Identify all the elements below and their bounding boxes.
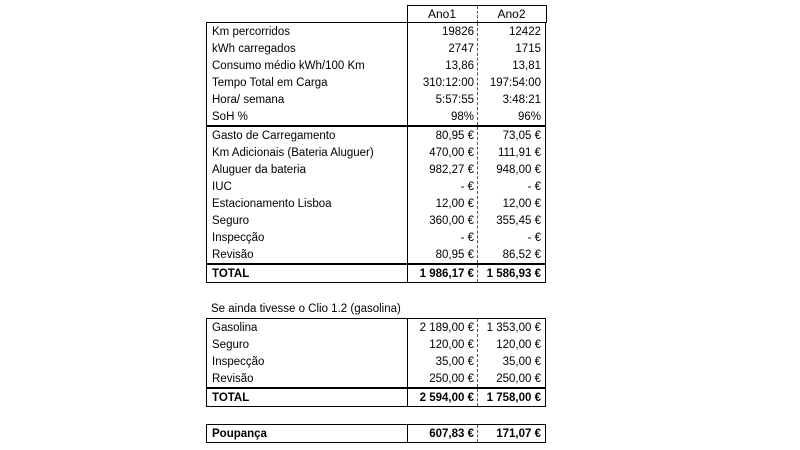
clio-table bbox=[206, 318, 546, 388]
row-value-ano2: - € bbox=[527, 180, 541, 193]
row-value-ano2: 13,81 bbox=[512, 59, 541, 72]
header-ano2: Ano2 bbox=[497, 7, 526, 21]
row-label: SoH % bbox=[212, 110, 248, 123]
savings-row bbox=[206, 424, 546, 443]
total-ev-row bbox=[206, 264, 546, 283]
column-headers bbox=[407, 5, 546, 23]
savings-ano1: 607,83 € bbox=[429, 427, 474, 440]
row-label: Km Adicionais (Bateria Aluguer) bbox=[212, 146, 374, 159]
total-clio bbox=[207, 389, 545, 406]
row-value-ano2: 1 353,00 € bbox=[486, 321, 541, 334]
total-ev-ano1: 1 986,17 € bbox=[419, 267, 474, 280]
row-value-ano1: 80,95 € bbox=[435, 129, 474, 142]
row-label: Seguro bbox=[212, 214, 250, 227]
row-label: Km percorridos bbox=[212, 25, 290, 38]
row-value-ano2: 73,05 € bbox=[502, 129, 541, 142]
total-clio-label: TOTAL bbox=[212, 391, 250, 404]
row-label: Inspecção bbox=[212, 231, 265, 244]
row-label: Tempo Total em Carga bbox=[212, 76, 328, 89]
table-row bbox=[207, 229, 545, 246]
row-label: Consumo médio kWh/100 Km bbox=[212, 59, 365, 72]
table-row bbox=[207, 212, 545, 229]
row-label: Aluguer da bateria bbox=[212, 163, 306, 176]
row-value-ano1: 250,00 € bbox=[429, 372, 474, 385]
row-value-ano1: 5:57:55 bbox=[435, 93, 474, 106]
row-label: IUC bbox=[212, 180, 232, 193]
row-value-ano2: 948,00 € bbox=[496, 163, 541, 176]
row-value-ano2: 197:54:00 bbox=[489, 76, 541, 89]
row-value-ano1: 98% bbox=[450, 110, 474, 123]
row-value-ano1: 310:12:00 bbox=[422, 76, 474, 89]
row-value-ano2: 120,00 € bbox=[496, 338, 541, 351]
row-label: Revisão bbox=[212, 372, 254, 385]
total-clio-row bbox=[206, 388, 546, 407]
row-value-ano1: 13,86 bbox=[445, 59, 474, 72]
table-row bbox=[207, 246, 545, 263]
row-label: Estacionamento Lisboa bbox=[212, 197, 332, 210]
row-value-ano1: 120,00 € bbox=[429, 338, 474, 351]
row-value-ano1: - € bbox=[460, 180, 474, 193]
clio-section-title: Se ainda tivesse o Clio 1.2 (gasolina) bbox=[211, 303, 401, 315]
row-value-ano1: 2747 bbox=[448, 42, 474, 55]
savings bbox=[207, 425, 545, 442]
table-row bbox=[207, 74, 545, 91]
header-ano1: Ano1 bbox=[427, 7, 457, 21]
table-row bbox=[207, 108, 545, 125]
row-value-ano2: 355,45 € bbox=[496, 214, 541, 227]
stats-table bbox=[206, 22, 546, 126]
row-value-ano2: 3:48:21 bbox=[502, 93, 541, 106]
table-row bbox=[207, 40, 545, 57]
row-value-ano1: 2 189,00 € bbox=[419, 321, 474, 334]
row-value-ano2: 12,00 € bbox=[502, 197, 541, 210]
total-ev bbox=[207, 265, 545, 282]
total-clio-ano2: 1 758,00 € bbox=[486, 391, 541, 404]
row-value-ano1: 80,95 € bbox=[435, 248, 474, 261]
row-value-ano1: - € bbox=[460, 231, 474, 244]
spreadsheet bbox=[206, 0, 547, 450]
table-row bbox=[207, 353, 545, 370]
table-row bbox=[207, 91, 545, 108]
table-row bbox=[207, 336, 545, 353]
row-label: Gasto de Carregamento bbox=[212, 129, 336, 142]
table-row bbox=[207, 370, 545, 387]
costs-table bbox=[206, 126, 546, 264]
row-value-ano2: 86,52 € bbox=[502, 248, 541, 261]
savings-ano2: 171,07 € bbox=[496, 427, 541, 440]
row-value-ano2: 35,00 € bbox=[502, 355, 541, 368]
savings-label: Poupança bbox=[212, 427, 267, 440]
row-value-ano2: - € bbox=[527, 231, 541, 244]
total-clio-ano1: 2 594,00 € bbox=[419, 391, 474, 404]
row-value-ano1: 12,00 € bbox=[435, 197, 474, 210]
table-row bbox=[207, 178, 545, 195]
row-value-ano2: 96% bbox=[517, 110, 541, 123]
row-value-ano1: 982,27 € bbox=[429, 163, 474, 176]
row-value-ano1: 35,00 € bbox=[435, 355, 474, 368]
total-ev-ano2: 1 586,93 € bbox=[486, 267, 541, 280]
table-row bbox=[207, 161, 545, 178]
row-value-ano1: 470,00 € bbox=[429, 146, 474, 159]
row-value-ano2: 12422 bbox=[509, 25, 541, 38]
table-row bbox=[207, 57, 545, 74]
row-label: Revisão bbox=[212, 248, 254, 261]
row-label: Inspecção bbox=[212, 355, 265, 368]
table-row bbox=[207, 144, 545, 161]
table-row bbox=[207, 195, 545, 212]
table-row bbox=[207, 23, 545, 40]
row-value-ano2: 111,91 € bbox=[497, 146, 541, 159]
table-row bbox=[207, 127, 545, 144]
row-value-ano2: 1715 bbox=[515, 42, 541, 55]
row-label: Hora/ semana bbox=[212, 93, 285, 106]
row-label: Seguro bbox=[212, 338, 250, 351]
row-value-ano1: 19826 bbox=[442, 25, 474, 38]
row-label: Gasolina bbox=[212, 321, 258, 334]
row-label: kWh carregados bbox=[212, 42, 296, 55]
row-value-ano1: 360,00 € bbox=[429, 214, 474, 227]
total-ev-label: TOTAL bbox=[212, 267, 250, 280]
row-value-ano2: 250,00 € bbox=[496, 372, 541, 385]
table-row bbox=[207, 319, 545, 336]
